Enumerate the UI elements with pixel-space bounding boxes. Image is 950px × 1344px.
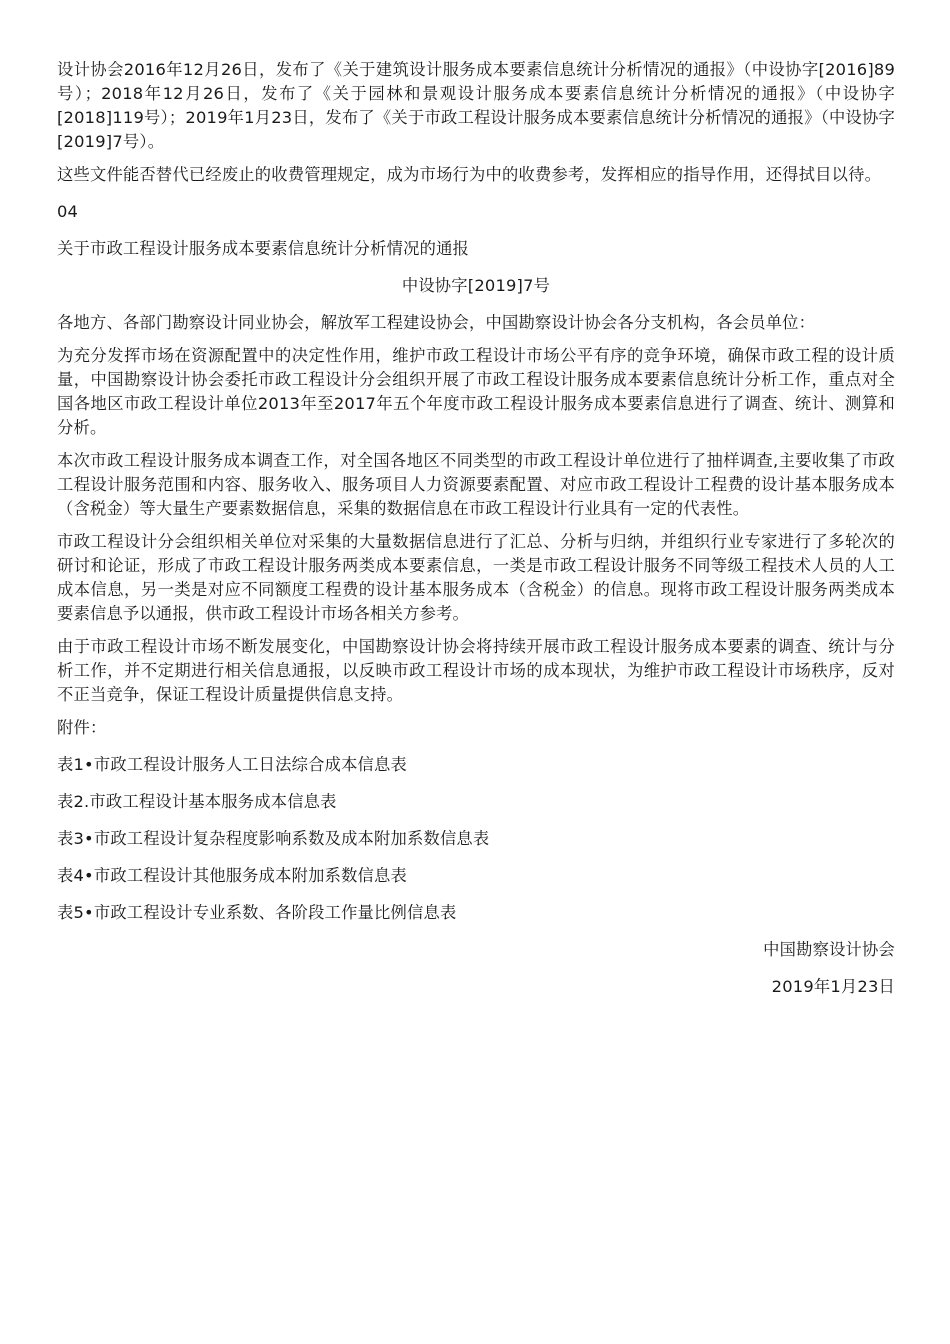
attachment-item: 表3•市政工程设计复杂程度影响系数及成本附加系数信息表 — [57, 829, 490, 848]
body-paragraph: 市政工程设计分会组织相关单位对采集的大量数据信息进行了汇总、分析与归纳，并组织行业专家进行了多轮次的研讨和论证，形成了市政工程设计服务两类成本要素信息，一类是市政工程设计服务不同等级工程技术人员的人工成本信息，另一类是对应不同额度工程费的设计基本服务成本（含税金）的信息。现将市政工程设计服务两类成本要素信息予以通报，供市政工程设计市场各相关方参考。 — [57, 532, 895, 623]
document-number: 中设协字[2019]7号 — [401, 276, 551, 295]
body-paragraph: 本次市政工程设计服务成本调查工作，对全国各地区不同类型的市政工程设计单位进行了抽样调查,主要收集了市政工程设计服务范围和内容、服务收入、服务项目人力资源要素配置、对应市政工程设计工程费的设计基本服务成本（含税金）等大量生产要素数据信息，采集的数据信息在市政工程设计行业具有一定的代表性。 — [57, 451, 895, 518]
salutation: 各地方、各部门勘察设计同业协会，解放军工程建设协会，中国勘察设计协会各分支机构，各会员单位： — [57, 313, 816, 332]
body-paragraph: 由于市政工程设计市场不断发展变化，中国勘察设计协会将持续开展市政工程设计服务成本要素的调查、统计与分析工作，并不定期进行相关信息通报，以反映市政工程设计市场的成本现状，为维护市政工程设计市场秩序，反对不正当竞争，保证工程设计质量提供信息支持。 — [57, 637, 895, 704]
intro-paragraph: 设计协会2016年12月26日，发布了《关于建筑设计服务成本要素信息统计分析情况的通报》（中设协字[2016]89号）；2018年12月26日，发布了《关于园林和景观设计服务成本要素信息统计分析情况的通报》（中设协字[2018]119号）；2019年1月23日，发布了《关于市政工程设计服务成本要素信息统计分析情况的通报》（中设协字[2019]7号）。 — [57, 60, 895, 151]
section-number: 04 — [57, 202, 79, 221]
document-date: 2019年1月23日 — [771, 977, 895, 996]
comment-paragraph: 这些文件能否替代已经废止的收费管理规定，成为市场行为中的收费参考，发挥相应的指导作用，还得拭目以待。 — [57, 165, 882, 184]
attachment-item: 表5•市政工程设计专业系数、各阶段工作量比例信息表 — [57, 903, 457, 922]
attachment-item: 表1•市政工程设计服务人工日法综合成本信息表 — [57, 755, 407, 774]
attachment-item: 表2.市政工程设计基本服务成本信息表 — [57, 792, 337, 811]
signature: 中国勘察设计协会 — [763, 940, 895, 959]
notice-title: 关于市政工程设计服务成本要素信息统计分析情况的通报 — [57, 239, 470, 258]
document-page — [57, 58, 895, 999]
body-paragraph: 为充分发挥市场在资源配置中的决定性作用，维护市政工程设计市场公平有序的竞争环境，确保市政工程的设计质量，中国勘察设计协会委托市政工程设计分会组织开展了市政工程设计服务成本要素信息统计分析工作，重点对全国各地区市政工程设计单位2013年至2017年五个年度市政工程设计服务成本要素信息进行了调查、统计、测算和分析。 — [57, 346, 895, 437]
attachment-item: 表4•市政工程设计其他服务成本附加系数信息表 — [57, 866, 407, 885]
attachments-label: 附件： — [57, 718, 107, 737]
